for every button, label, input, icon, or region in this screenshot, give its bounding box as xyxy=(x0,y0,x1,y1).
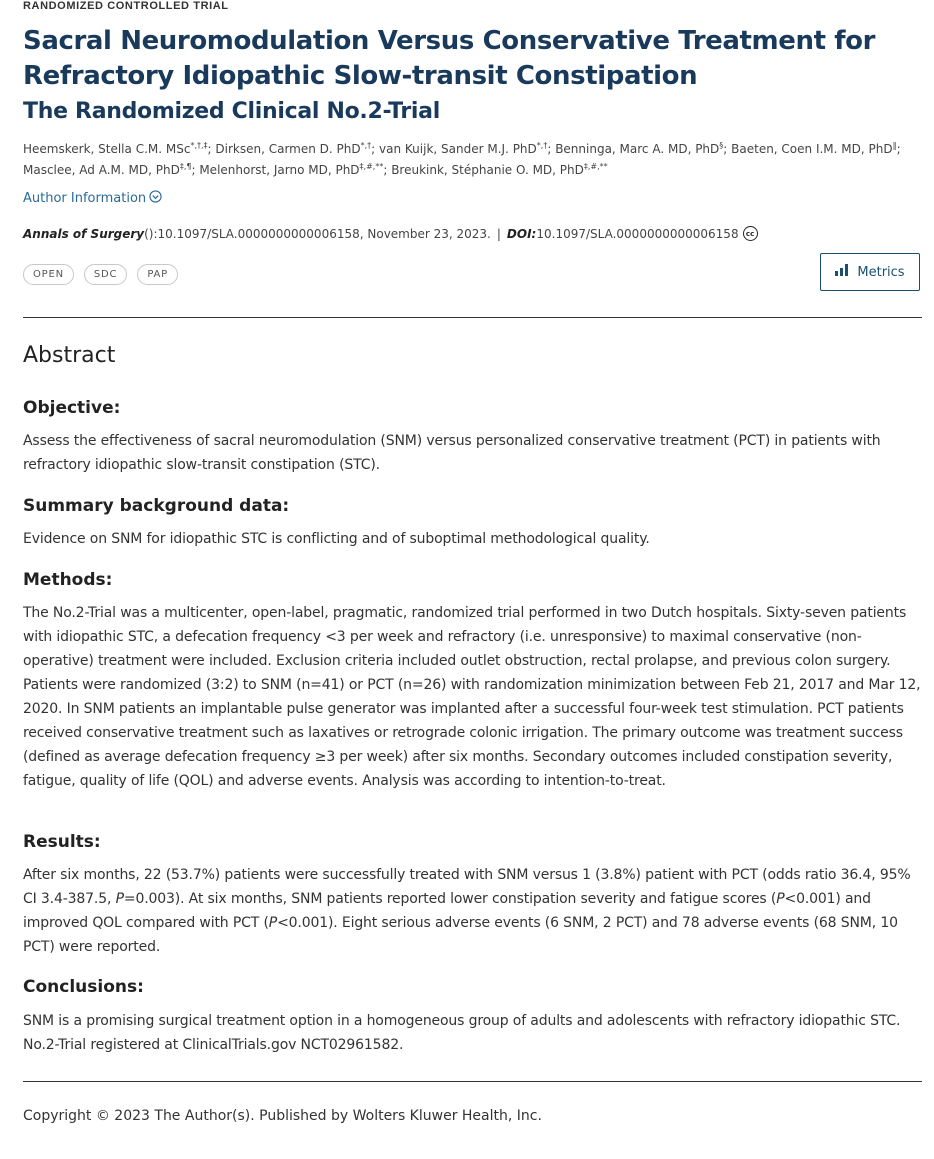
conclusions-heading: Conclusions: xyxy=(23,977,144,997)
badge-pap[interactable]: PAP xyxy=(137,264,178,285)
divider xyxy=(23,317,922,318)
divider xyxy=(23,1081,922,1082)
conclusions-text: SNM is a promising surgical treatment option in a homogeneous group of adults and adolescents with refractory idiopathic STC. No.2-Trial registered at ClinicalTrials.gov NCT02961582. xyxy=(23,1013,901,1053)
badge-sdc[interactable]: SDC xyxy=(84,264,127,285)
creative-commons-icon[interactable]: cc xyxy=(743,226,758,241)
copyright-notice: Copyright © 2023 The Author(s). Published by Wolters Kluwer Health, Inc. xyxy=(23,1108,542,1124)
methods-heading: Methods: xyxy=(23,570,113,590)
author[interactable]: Masclee, Ad A.M. MD, PhD‡,¶; xyxy=(23,162,200,177)
author-information-label: Author Information xyxy=(23,191,147,206)
background-heading: Summary background data: xyxy=(23,496,290,516)
author-information-toggle[interactable] xyxy=(23,190,162,207)
doi-value[interactable]: 10.1097/SLA.0000000000006158 xyxy=(536,226,739,241)
author[interactable]: van Kuijk, Sander M.J. PhD*,†; xyxy=(379,141,556,156)
results-heading: Results: xyxy=(23,832,101,852)
objective-text: Assess the effectiveness of sacral neuromodulation (SNM) versus personalized conservative treatment (PCT) in patients with refractory idiopathic slow-transit constipation (STC). xyxy=(23,433,881,473)
article-type-label: RANDOMIZED CONTROLLED TRIAL xyxy=(23,0,229,12)
author[interactable]: Heemskerk, Stella C.M. MSc*,†,‡; xyxy=(23,141,216,156)
article-badges xyxy=(23,264,178,285)
citation-detail: ():10.1097/SLA.0000000000006158, November 23, 2023. xyxy=(144,226,491,241)
author-list xyxy=(23,139,928,181)
results-text: After six months, 22 (53.7%) patients were successfully treated with SNM versus 1 (3.8%) patient with PCT (odds ratio 36.4, 95% CI 3.4-387.5, P=0.003). At six months, SNM patients reported lower constipation severity and fatigue scores (P<0.001) and improved QOL compared with PCT (P<0.001). Eight serious adverse events (6 SNM, 2 PCT) and 78 adverse events (68 SNM, 10 PCT) were reported. xyxy=(23,867,911,955)
metrics-label: Metrics xyxy=(857,264,905,280)
article-title: Sacral Neuromodulation Versus Conservative Treatment for Refractory Idiopathic Slow-transit Constipation xyxy=(23,26,876,91)
chevron-down-circle-icon xyxy=(149,190,162,207)
citation-line xyxy=(23,226,758,241)
objective-heading: Objective: xyxy=(23,398,121,418)
journal-name[interactable]: Annals of Surgery xyxy=(23,226,145,241)
citation-separator: | xyxy=(496,226,501,241)
author[interactable]: Benninga, Marc A. MD, PhD§; xyxy=(555,141,732,156)
article-subtitle: The Randomized Clinical No.2-Trial xyxy=(23,99,440,124)
author[interactable]: Dirksen, Carmen D. PhD*,†; xyxy=(215,141,380,156)
author[interactable]: Breukink, Stéphanie O. MD, PhD‡,#,** xyxy=(391,162,608,177)
doi-label: DOI: xyxy=(506,226,537,241)
bar-chart-icon xyxy=(835,264,849,280)
methods-text: The No.2-Trial was a multicenter, open-label, pragmatic, randomized trial performed in two Dutch hospitals. Sixty-seven patients with idiopathic STC, a defecation frequency <3 per week and refractory (i.e. unresponsive) to maximal conservative (non-operative) treatment were included. Exclusion criteria included outlet obstruction, rectal prolapse, and previous colon surgery. Patients were randomized (3:2) to SNM (n=41) or PCT (n=26) with randomization minimization between Feb 21, 2017 and Mar 12, 2020. In SNM patients an implantable pulse generator was implanted after a successful four-week test stimulation. PCT patients received conservative treatment such as laxatives or retrograde colonic irrigation. The primary outcome was treatment success (defined as average defecation frequency ≥3 per week) after six months. Secondary outcomes included constipation severity, fatigue, quality of life (QOL) and adverse events. Analysis was according to intention-to-treat. xyxy=(23,605,921,789)
abstract-heading: Abstract xyxy=(23,343,116,368)
author[interactable]: Melenhorst, Jarno MD, PhD‡,#,**; xyxy=(199,162,392,177)
badge-open[interactable]: OPEN xyxy=(23,264,74,285)
metrics-button[interactable] xyxy=(820,253,920,291)
author[interactable]: Baeten, Coen I.M. MD, PhD‖; xyxy=(731,141,901,156)
background-text: Evidence on SNM for idiopathic STC is conflicting and of suboptimal methodological quality. xyxy=(23,531,650,547)
